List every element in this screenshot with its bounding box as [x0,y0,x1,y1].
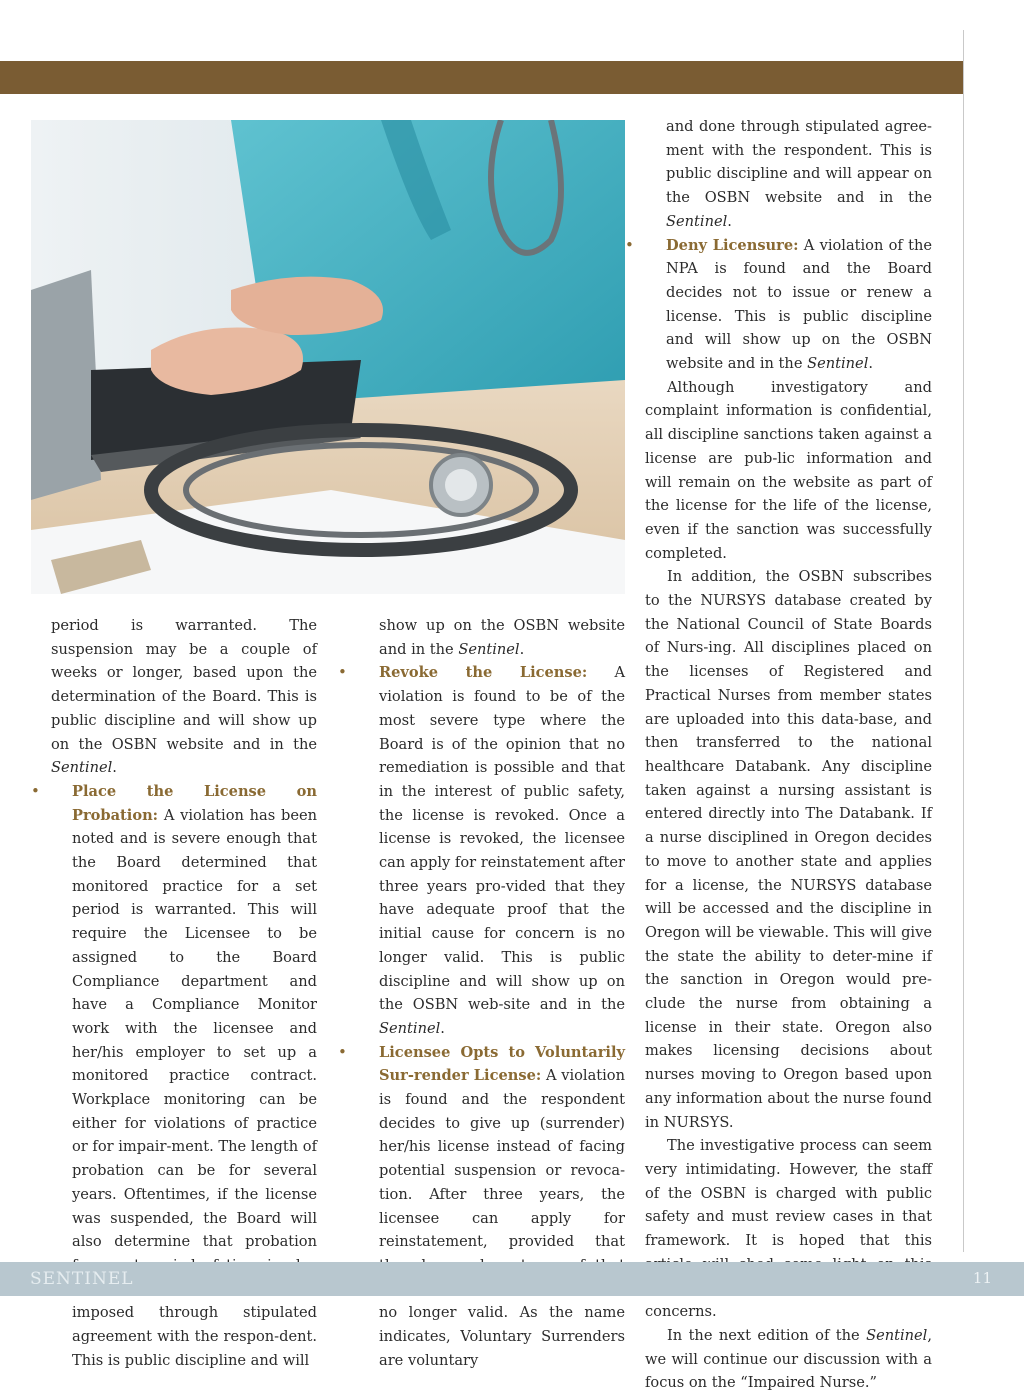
page-number: 11 [972,1269,992,1287]
paragraph: and done through stipulated agree-ment with the respondent. This is public discipline and will appear on the OSBN website and in the Sentinel. [666,118,932,230]
paragraph: In the next edition of the Sentinel, we will continue our discussion with a focus on the “Impaired Nurse.” [645,1326,932,1392]
bullet-list [625,234,932,376]
article-photo [31,120,625,594]
list-item: • Place the License on Probation: A violation has been noted and is severe enough that the Board determined that monitored practice for a set period is warranted. This will require the Licensee to be assigned to the Board Compliance department and have a Compliance Monitor work with the licensee and her/his employer to set up a monitored practice contract. Workplace monitoring can be either for violations of practice or for impair-ment. The length of probation can be for several years. Oftentimes, if the license was suspended, the Board will also determine that probation imposed through stipulated agreement with the respon-dent. This is public discipline and will [31,781,317,1369]
list-item: • Deny Licensure: A violation of the NPA is found and the Board decides not to issue or renew a license. This is public discipline and will show up on the OSBN website and in the Sentinel. [625,235,932,373]
paragraph: In addition, the OSBN subscribes to the NURSYS database created by the National Council of State Boards of Nurs-ing. All disciplines placed on the licenses of Registered and Practical Nurses from member states are uploaded into this data-base, and then transferred to the national healthcare Databank. Any discipline taken against a nursing assistant is entered directly into The Databank. If a nurse disciplined in Oregon decides to move to another state and applies for a license, the NURSYS database will be accessed and the discipline in Oregon will be viewable. This will give the state the ability to deter-mine if the sanction in Oregon would pre-clude the nurse from obtaining a license in their state. Oregon also makes licensing decisions about nurses moving to Oregon based upon any information about the nurse found in NURSYS. [645,568,932,1131]
list-item: • Revoke the License: A violation is found to be of the most severe type where the Board is of the opinion that no remediation is possible and that in the interest of public safety, the license is revoked. Once a license is revoked, the licensee can apply for reinstatement after three years pro-vided that they have adequate proof that the initial cause for concern is no longer valid. This is public discipline and will show up on the OSBN web-site and in the Sentinel. [338,663,625,1037]
page-edge-rule [963,30,964,1252]
column-2 [338,614,625,1373]
header-color-band [0,61,963,94]
list-item: • Licensee Opts to Voluntarily Sur-render License: A violation is found and the respondent decides to give up (surrender) her/his license instead of facing potential suspension or revoca-tion. After three years, the licensee can apply for reinstatement, provided that no longer valid. As the name indicates, Voluntary Surrenders are voluntary [338,1042,625,1369]
page-footer [0,1262,1024,1296]
paragraph: The investigative process can seem very intimidating. However, the staff of the OSBN is charged with public safety and must review cases in that framework. It is hoped that this concerns. [645,1137,932,1321]
bullet-icon: • [338,663,347,682]
bullet-icon: • [31,781,40,800]
publication-title: SENTINEL [30,1269,134,1289]
paragraph: Although investigatory and complaint information is confidential, all discipline sanctions taken against a license are pub-lic information and will remain on the website as part of the license for the life of the license, even if the sanction was successfully completed. [645,378,932,562]
paragraph: period is warranted. The suspension may be a couple of weeks or longer, based upon the determination of the Board. This is public discipline and will show up on the OSBN website and in the Sentinel. [51,617,317,777]
bullet-icon: • [625,235,634,254]
paragraph: show up on the OSBN website and in the Sentinel. [379,617,625,658]
column-1 [31,614,317,1373]
column-3 [625,115,932,1395]
bullet-icon: • [338,1042,347,1061]
